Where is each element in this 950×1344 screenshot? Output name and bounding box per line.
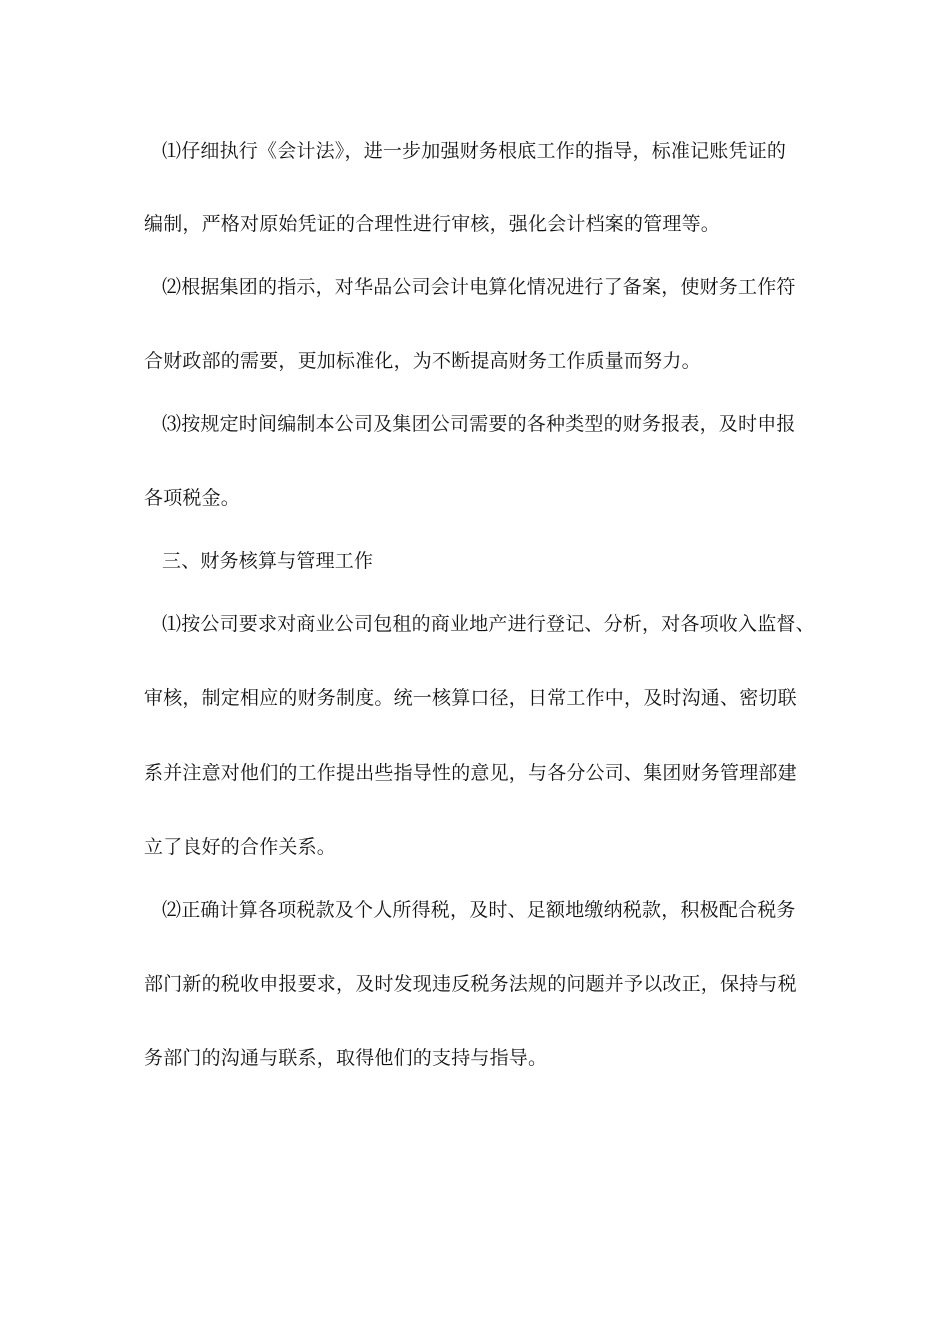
paragraph-2-line-1: ⑵根据集团的指示，对华品公司会计电算化情况进行了备案，使财务工作符 xyxy=(162,276,796,298)
paragraph-2-line-2: 合财政部的需要，更加标准化，为不断提高财务工作质量而努力。 xyxy=(144,350,701,372)
paragraph-1-line-1: ⑴仔细执行《会计法》，进一步加强财务根底工作的指导，标准记账凭证的 xyxy=(162,140,787,162)
paragraph-4-line-1: ⑴按公司要求对商业公司包租的商业地产进行登记、分析，对各项收入监督、 xyxy=(162,613,815,635)
paragraph-5-line-2: 部门新的税收申报要求，及时发现违反税务法规的问题并予以改正，保持与税 xyxy=(144,973,797,995)
paragraph-4-line-3: 系并注意对他们的工作提出些指导性的意见，与各分公司、集团财务管理部建 xyxy=(144,762,797,784)
paragraph-5-line-3: 务部门的沟通与联系，取得他们的支持与指导。 xyxy=(144,1047,548,1069)
section-heading: 三、财务核算与管理工作 xyxy=(162,550,374,572)
paragraph-5-line-1: ⑵正确计算各项税款及个人所得税，及时、足额地缴纳税款，积极配合税务 xyxy=(162,899,796,921)
paragraph-1-line-2: 编制，严格对原始凭证的合理性进行审核，强化会计档案的管理等。 xyxy=(144,213,721,235)
paragraph-4-line-2: 审核，制定相应的财务制度。统一核算口径，日常工作中，及时沟通、密切联 xyxy=(144,687,797,709)
paragraph-3-line-2: 各项税金。 xyxy=(144,487,241,509)
paragraph-4-line-4: 立了良好的合作关系。 xyxy=(144,836,337,858)
paragraph-3-line-1: ⑶按规定时间编制本公司及集团公司需要的各种类型的财务报表，及时申报 xyxy=(162,413,796,435)
